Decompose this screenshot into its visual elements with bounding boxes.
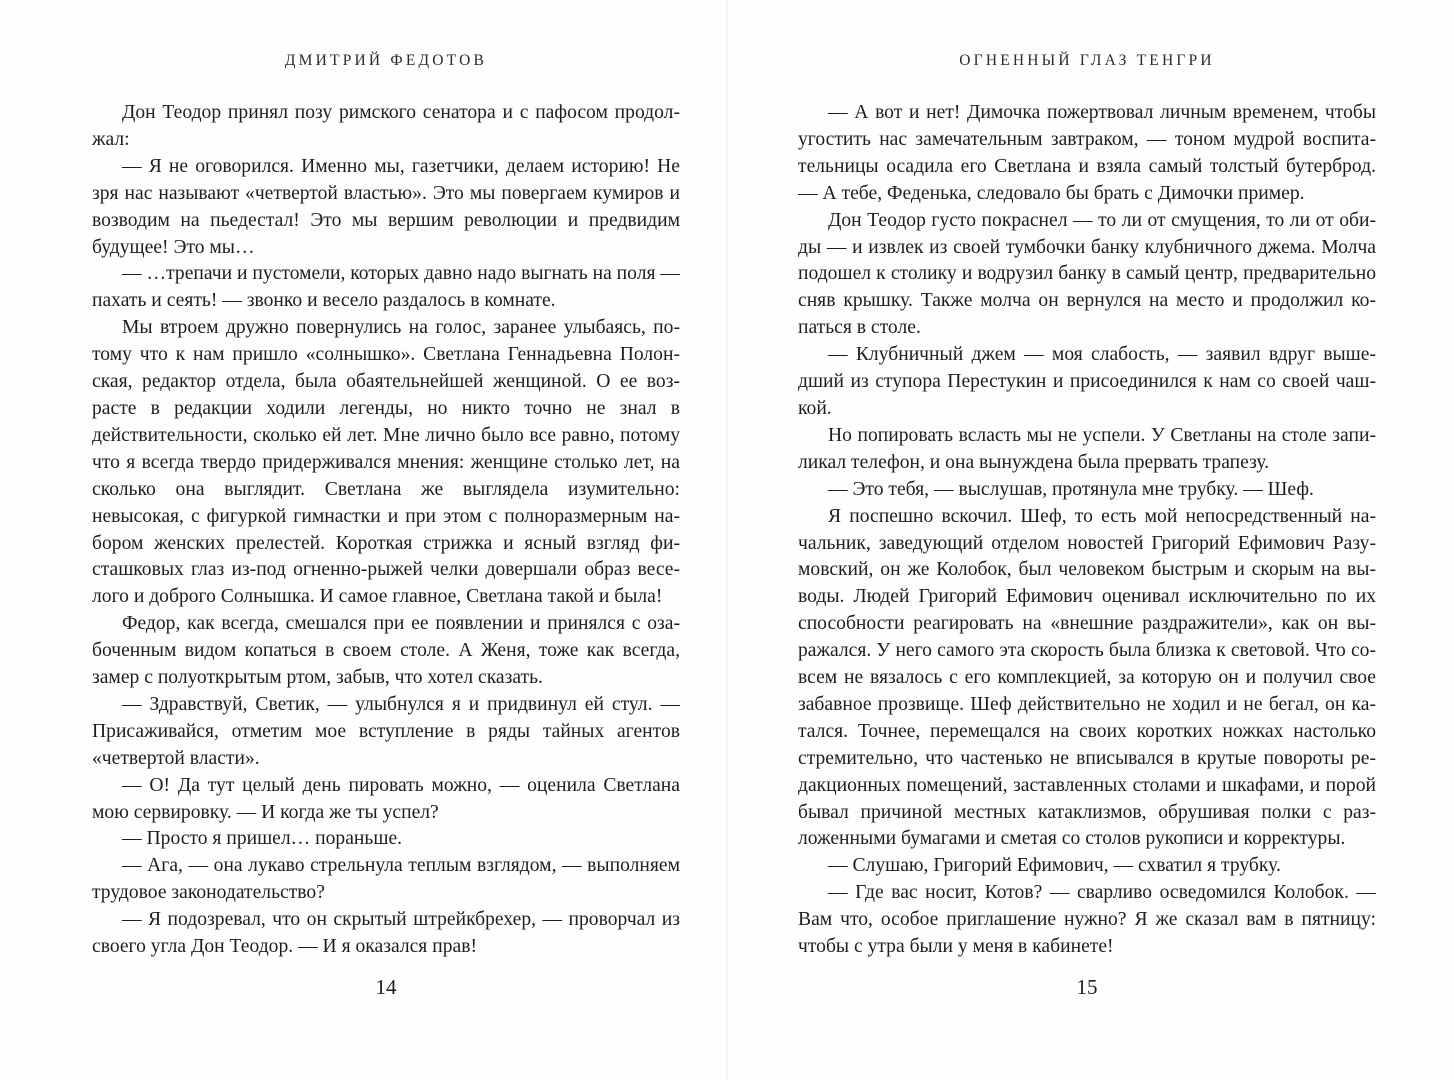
paragraph: Мы втроем дружно повернулись на голос, заранее улыбаясь, потому что к нам пришло «солнышко». Светлана Геннадьевна Полонская, редактор отдела, была обаятельнейшей женщиной. О ее возрасте в редакции ходили легенды, но никто точно не знал в действительности, сколько ей лет. Мне лично было все равно, потому что я всегда твердо придерживался мнения: женщине столько лет, на сколько она выглядит. Светлана же выглядела изумительно: невысокая, с фигуркой гимнастки и при этом с полноразмерным набором женских прелестей. Короткая стрижка и ясный взгляд фисташковых глаз из-под огненно-рыжей челки довершали образ веселого и доброго Солнышка. И самое главное, Светлана такой и была!	[92, 317, 680, 608]
paragraph: — Слушаю, Григорий Ефимович, — схватил я трубку.	[828, 855, 1281, 877]
paragraph: Я поспешно вскочил. Шеф, то есть мой непосредственный начальник, заведующий отделом новостей Григорий Ефимович Разумовский, он же Колобок, был человеком быстрым и скорым на выводы. Людей Григорий Ефимович оценивал исключительно по их способности реагировать на «внешние раздражители», как он выражался. У него самого эта скорость была близка к световой. Что совсем не вязалось с его комплекцией, за которую он и получил свое забавное прозвище. Шеф действительно не ходил и не бегал, он катался. Точнее, перемещался на своих коротких ножках настолько стремительно, что частенько не вписывался в крутые повороты редакционных помещений, заставленных столами и шкафами, и порой бывал причиной местных катаклизмов, обрушивая полки с разложенными бумагами и сметая со столов рукописи и корректуры.	[798, 505, 1376, 850]
paragraph: — Где вас носит, Котов? — сварливо осведомился Колобок. — Вам что, особое приглашение нужно? Я же сказал вам в пятницу: чтобы с утра были у меня в кабинете!	[798, 882, 1376, 958]
paragraph: — Ага, — она лукаво стрельнула теплым взглядом, — выполняем трудовое законодательство?	[92, 855, 680, 904]
running-head-title: ОГНЕННЫЙ ГЛАЗ ТЕНГРИ	[959, 52, 1215, 69]
paragraph: — Я не оговорился. Именно мы, газетчики, делаем историю! Не зря нас называют «четвертой властью». Это мы повергаем кумиров и возводим на пьедестал! Это мы вершим революции и предвидим будущее! Это мы…	[92, 155, 680, 258]
right-page	[798, 0, 1376, 1080]
right-page-text	[798, 100, 1376, 961]
paragraph: — Здравствуй, Светик, — улыбнулся я и придвинул ей стул. — Присаживайся, отметим мое вступление в ряды тайных агентов «четвертой власти».	[92, 693, 680, 769]
page-number: 14	[375, 975, 397, 999]
left-page-text	[92, 100, 680, 961]
paragraph: — …трепачи и пустомели, которых давно надо выгнать на поля — пахать и сеять! — звонко и весело раздалось в комнате.	[92, 263, 680, 312]
paragraph: Дон Теодор густо покраснел — то ли от смущения, то ли от обиды — и извлек из своей тумбочки банку клубничного джема. Молча подошел к столику и водрузил банку в самый центр, предварительно сняв крышку. Также молча он вернулся на место и продолжил копаться в столе.	[798, 209, 1376, 339]
paragraph: — А вот и нет! Димочка пожертвовал личным временем, чтобы угостить нас замечательным завтраком, — тоном мудрой воспитательницы осадила его Светлана и взяла самый толстый бутерброд. — А тебе, Феденька, следовало бы брать с Димочки пример.	[798, 102, 1376, 204]
page-number: 15	[1076, 975, 1098, 999]
book-gutter	[726, 0, 728, 1080]
paragraph: Но попировать всласть мы не успели. У Светланы на столе запиликал телефон, и она вынуждена была прервать трапезу.	[798, 424, 1376, 473]
paragraph: — Просто я пришел… пораньше.	[122, 828, 403, 850]
paragraph: Федор, как всегда, смешался при ее появлении и принялся с озабоченным видом копаться в своем столе. А Женя, тоже как всегда, замер с полуоткрытым ртом, забыв, что хотел сказать.	[92, 613, 680, 689]
running-head-author: ДМИТРИЙ ФЕДОТОВ	[284, 52, 488, 69]
paragraph: Дон Теодор принял позу римского сенатора и с пафосом продолжал:	[92, 102, 680, 150]
paragraph: — Я подозревал, что он скрытый штрейкбрехер, — проворчал из своего угла Дон Теодор. — И я оказался прав!	[92, 909, 680, 958]
paragraph: — Клубничный джем — моя слабость, — заявил вдруг вышедший из ступора Перестукин и присоединился к нам со своей чашкой.	[798, 344, 1376, 419]
left-page	[92, 0, 680, 1080]
paragraph: — О! Да тут целый день пировать можно, — оценила Светлана мою сервировку. — И когда же ты успел?	[92, 774, 680, 823]
paragraph: — Это тебя, — выслушав, протянула мне трубку. — Шеф.	[828, 478, 1314, 500]
